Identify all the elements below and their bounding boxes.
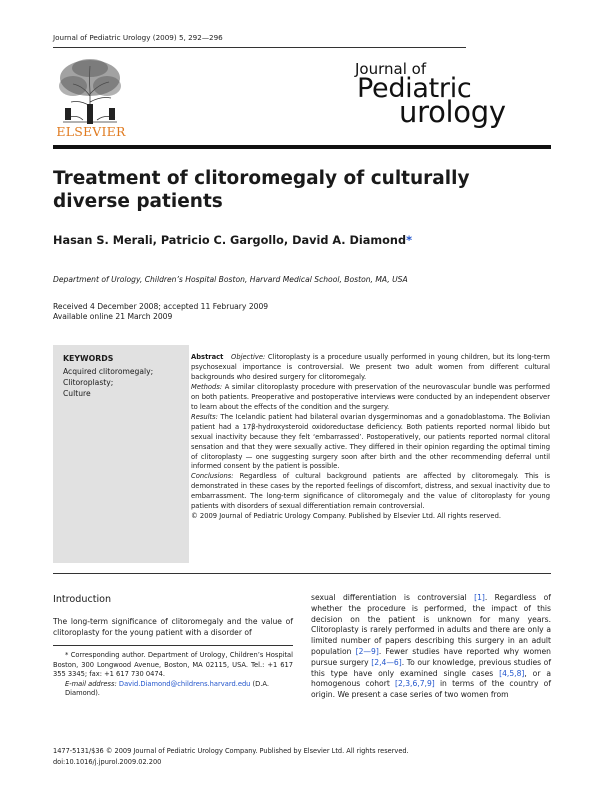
abstract-methods [191,383,550,413]
footnote [53,651,293,699]
journal-logo-line3: urology [399,95,506,129]
title-rule [53,145,551,149]
available-date: Available online 21 March 2009 [53,312,173,321]
keyword-item: Culture [63,389,91,398]
email-link[interactable]: David.Diamond@childrens.harvard.edu [118,679,251,688]
body-text: in terms of the country of origin. We present a case series of two women from [311,679,551,700]
abstract-objective [191,353,550,383]
body-text: , or a homogenous cohort [311,668,551,689]
introduction-heading: Introduction [53,594,112,605]
methods-text: A similar clitoroplasty procedure with preservation of the neurovascular bundle was performed on both patients. Preoperative and postoperative interviews were conducted by an independent observer to learn about the effects of the condition and the surgery. [191,382,550,411]
results-label: Results: [191,412,218,421]
journal-logo-line2: Pediatric [357,73,472,104]
keywords-heading: KEYWORDS [63,354,114,363]
abstract-conclusions [191,472,550,512]
objective-text: Clitoroplasty is a procedure usually performed in young children, but its long-term psychosexual importance is controversial. We present two adult women from different cultural backgrounds who desired surgery for clitoromegaly. [191,353,550,381]
abstract-label: Abstract [191,353,224,361]
email-suffix: (D.A. Diamond). [65,679,270,697]
reference-link[interactable]: [4,5,8] [499,668,525,678]
body-text: sexual differentiation is controversial [311,593,475,602]
results-text: The Icelandic patient had bilateral ovarian dysgerminomas and a gonadoblastoma. The Bolivian patient had a 17β-hydroxysteroid oxidoreductase deficiency. Both patients reported normal libido but sexual inactivity because they felt ‘embarrassed’. Postoperatively, our patients reported normal clitoral sensation and that they were sexually active. They differed in their opinion regarding the optimal timing of clitoroplasty — one suggesting surgery soon after birth and the other recommending deferral until informed consent by the patient is possible. [191,412,550,471]
conclusions-text: Regardless of cultural background patients are affected by clitoromegaly. This is demonstrated in these cases by the reported feelings of discomfort, distress, and sexual inactivity due to embarrassment. The long-term significance of clitoromegaly and the value of clitoroplasty for young patients with disorders of sexual differentiation remain controversial. [191,472,550,511]
keywords-list [63,366,153,399]
conclusions-label: Conclusions: [191,472,234,481]
reference-link[interactable]: [2,4—6] [371,657,402,667]
abstract-rule [53,573,551,574]
abstract-copyright: © 2009 Journal of Pediatric Urology Company. Published by Elsevier Ltd. All rights reserved. [191,512,502,521]
email-note [53,680,293,699]
corresponding-author-link[interactable]: * [406,234,412,247]
keyword-item: Acquired clitoromegaly; [63,367,154,376]
intro-right-column [311,593,551,701]
reference-link[interactable]: [1] [474,593,485,602]
reference-link[interactable]: [2—9] [355,646,379,656]
journal-reference: Journal of Pediatric Urology (2009) 5, 292—296 [53,33,223,42]
objective-label: Objective: [231,353,266,361]
body-text: . Regardless of whether the procedure is performed, the impact of this decision on the patient is unknown for many years. Clitoroplasty is rarely performed in adults and there are only a limited number of papers describing this surgery in an adult population [311,593,551,656]
abstract [191,353,550,522]
intro-left-column: The long-term significance of clitoromegaly and the value of clitoroplasty for the young patient with a disorder of [53,617,293,637]
affiliation: Department of Urology, Children’s Hospital Boston, Harvard Medical School, Boston, MA, USA [53,275,408,284]
footnote-rule [53,645,293,646]
reference-link[interactable]: [2,3,6,7,9] [395,679,435,689]
body-text: . To our knowledge, previous studies of this type have only examined single cases [311,657,552,678]
corresponding-author-note: * Corresponding author. Department of Urology, Children’s Hospital Boston, 300 Longwood Avenue, Boston, MA 02115, USA. Tel.: +1 617 355 3345; fax: +1 617 730 0474. [53,651,293,678]
email-label: E-mail address: [65,679,117,688]
elsevier-logo-text: ELSEVIER [56,124,126,139]
header-rule [53,47,466,48]
abstract-results [191,413,550,473]
page-footer [53,746,409,767]
doi-line: doi:10.1016/j.jpurol.2009.02.200 [53,757,162,766]
author-names: Hasan S. Merali, Patricio C. Gargollo, David A. Diamond [53,234,407,247]
journal-logo-line1: Journal of [355,60,427,78]
issn-line: 1477-5131/$36 © 2009 Journal of Pediatric Urology Company. Published by Elsevier Ltd. All rights reserved. [53,747,409,755]
author-list [53,234,412,247]
keyword-item: Clitoroplasty; [63,378,114,387]
methods-label: Methods: [191,382,223,391]
body-text: . Fewer studies have reported why women pursue surgery [311,646,551,667]
received-date: Received 4 December 2008; accepted 11 February 2009 [53,302,269,311]
article-title: Treatment of clitoromegaly of culturally diverse patients [53,168,470,212]
article-dates [53,302,268,322]
elsevier-tree-logo [53,56,127,126]
